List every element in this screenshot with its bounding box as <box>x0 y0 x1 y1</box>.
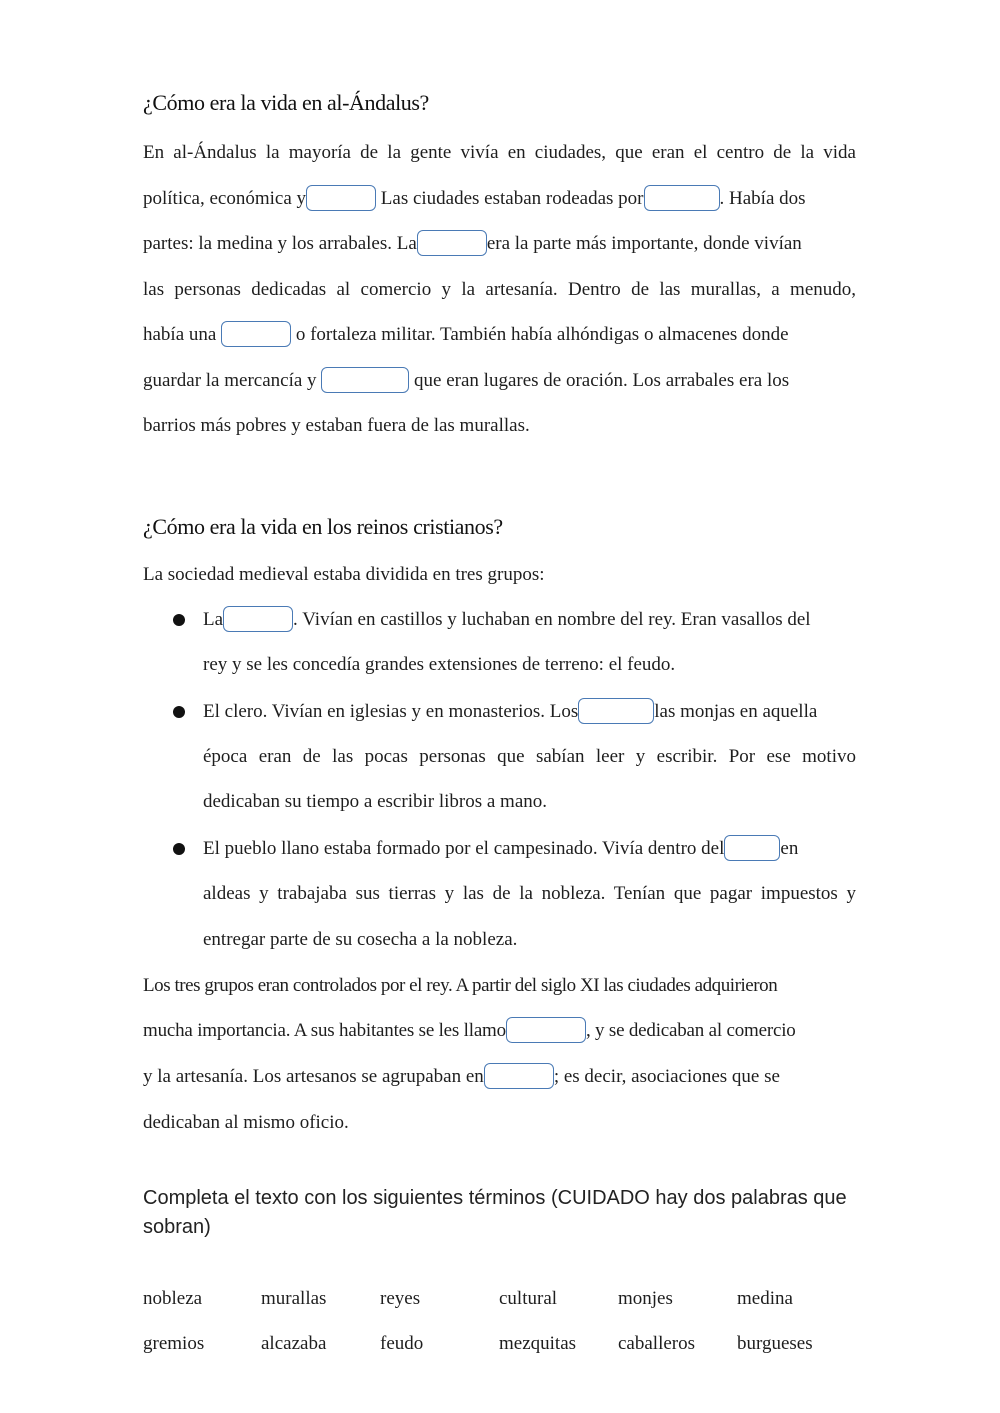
bullet-line: dedicaban su tiempo a escribir libros a mano. <box>203 791 548 812</box>
blank-input-5[interactable] <box>321 367 409 393</box>
section-title-reinos-cristianos: ¿Cómo era la vida en los reinos cristianos? <box>143 514 503 539</box>
text-line: Los tres grupos eran controlados por el rey. A partir del siglo XI las ciudades adquirieron <box>143 975 778 996</box>
word-bank-item[interactable]: monjes <box>618 1288 673 1309</box>
blank-input-6[interactable] <box>223 606 293 632</box>
instructions: Completa el texto con los siguientes términos (CUIDADO hay dos palabras que sobran) <box>143 1187 847 1238</box>
word-bank-item[interactable]: gremios <box>143 1333 205 1354</box>
bullet-line: El clero. Vivían en iglesias y en monasterios. Los las monjas en aquella <box>203 699 856 725</box>
blank-input-4[interactable] <box>221 321 291 347</box>
word-bank-item[interactable]: murallas <box>261 1288 327 1309</box>
intro-line: La sociedad medieval estaba dividida en tres grupos: <box>143 564 545 585</box>
word-bank-item[interactable]: caballeros <box>618 1333 696 1354</box>
bullet-icon <box>173 614 185 626</box>
section-title-al-andalus: ¿Cómo era la vida en al-Ándalus? <box>143 90 429 115</box>
blank-input-1[interactable] <box>306 185 376 211</box>
bullet-icon <box>173 706 185 718</box>
bullet-line: rey y se les concedía grandes extensiones de terreno: el feudo. <box>203 654 676 675</box>
word-bank-item[interactable]: mezquitas <box>499 1333 577 1354</box>
bullet-line: El pueblo llano estaba formado por el campesinado. Vivía dentro del en <box>203 836 856 862</box>
bullet-line: La . Vivían en castillos y luchaban en nombre del rey. Eran vasallos del <box>203 607 856 633</box>
blank-input-3[interactable] <box>417 230 487 256</box>
bullet-line: aldeas y trabajaba sus tierras y las de la nobleza. Tenían que pagar impuestos y <box>203 883 856 904</box>
word-bank-item[interactable]: cultural <box>499 1288 558 1309</box>
word-bank-item[interactable]: nobleza <box>143 1288 203 1309</box>
blank-input-2[interactable] <box>644 185 720 211</box>
bullet-line: entregar parte de su cosecha a la nobleza. <box>203 929 518 950</box>
text-line: política, económica y Las ciudades estaban rodeadas por . Había dos <box>143 186 856 212</box>
text-line: En al-Ándalus la mayoría de la gente vivía en ciudades, que eran el centro de la vida <box>143 142 856 163</box>
blank-input-10[interactable] <box>484 1063 554 1089</box>
bullet-line: época eran de las pocas personas que sabían leer y escribir. Por ese motivo <box>203 746 856 767</box>
text-line: había una o fortaleza militar. También había alhóndigas o almacenes donde <box>143 322 856 348</box>
word-bank-item[interactable]: alcazaba <box>261 1333 327 1354</box>
text-line: partes: la medina y los arrabales. La era la parte más importante, donde vivían <box>143 231 856 257</box>
blank-input-8[interactable] <box>724 835 780 861</box>
word-bank-item[interactable]: feudo <box>380 1333 424 1354</box>
text-line: barrios más pobres y estaban fuera de las murallas. <box>143 415 530 436</box>
text-line: guardar la mercancía y que eran lugares de oración. Los arrabales era los <box>143 368 856 394</box>
word-bank-item[interactable]: burgueses <box>737 1333 813 1354</box>
blank-input-7[interactable] <box>578 698 654 724</box>
word-bank-item[interactable]: reyes <box>380 1288 421 1309</box>
text-line: mucha importancia. A sus habitantes se les llamo , y se dedicaban al comercio <box>143 1018 856 1044</box>
bullet-icon <box>173 843 185 855</box>
text-line: las personas dedicadas al comercio y la artesanía. Dentro de las murallas, a menudo, <box>143 279 856 300</box>
word-bank-item[interactable]: medina <box>737 1288 793 1309</box>
text-line: dedicaban al mismo oficio. <box>143 1112 349 1133</box>
blank-input-9[interactable] <box>506 1017 586 1043</box>
text-line: y la artesanía. Los artesanos se agrupaban en ; es decir, asociaciones que se <box>143 1064 856 1090</box>
